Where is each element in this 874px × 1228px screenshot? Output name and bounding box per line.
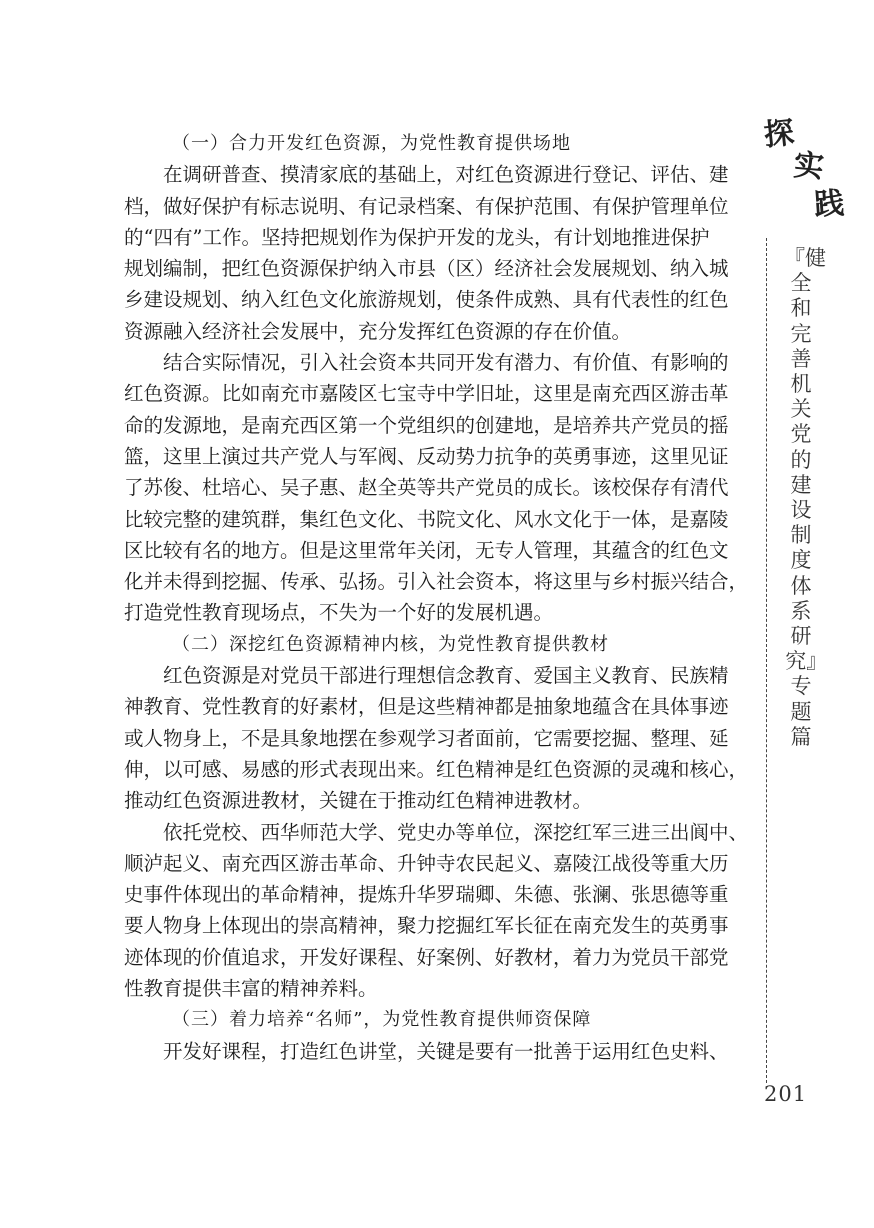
paragraph-line: 依托党校、西华师范大学、党史办等单位，深挖红军三进三出阆中、 [163,820,749,844]
paragraph-line: 档，做好保护有标志说明、有记录档案、有保护范围、有保护管理单位 [124,194,729,218]
page-number: 201 [764,1082,808,1106]
paragraph-line: 伸，以可感、易感的形式表现出来。红色精神是红色资源的灵魂和核心， [124,757,749,781]
section-heading: （一）合力开发红色资源，为党性教育提供场地 [172,133,571,154]
paragraph-line: 在调研普查、摸清家底的基础上，对红色资源进行登记、评估、建 [163,163,729,187]
paragraph-line: 推动红色资源进教材，关键在于推动红色精神进教材。 [124,789,593,813]
paragraph-line: 化并未得到挖掘、传承、弘扬。引入社会资本，将这里与乡村振兴结合， [124,570,749,594]
brand-mark [762,114,852,230]
paragraph-line: 史事件体现出的革命精神，提炼升华罗瑞卿、朱德、张澜、张思德等重 [124,883,729,907]
brand-char: 践 [812,185,846,223]
paragraph-line: 红色资源。比如南充市嘉陵区七宝寺中学旧址，这里是南充西区游击革 [124,382,729,406]
brand-char: 探 [762,115,796,154]
section-heading: （三）着力培养“名师”，为党性教育提供师资保障 [172,1009,592,1031]
paragraph-line: 比较完整的建筑群，集红色文化、书院文化、风水文化于一体，是嘉陵 [124,507,729,531]
paragraph-line: 性教育提供丰富的精神养料。 [124,977,378,1001]
paragraph-line: 顺泸起义、南充西区游击革命、升钟寺农民起义、嘉陵江战役等重大历 [124,851,729,875]
series-title: 『健全和完善机关党的建设制度体系研究』专题篇 [784,246,826,749]
paragraph-line: 命的发源地，是南充西区第一个党组织的创建地，是培养共产党员的摇 [124,413,729,437]
paragraph-line: 了苏俊、杜培心、吴子惠、赵全英等共产党员的成长。该校保存有清代 [124,476,729,500]
paragraph-line: 资源融入经济社会发展中，充分发挥红色资源的存在价值。 [124,319,632,343]
paragraph-line: 打造党性教育现场点，不失为一个好的发展机遇。 [124,601,554,625]
paragraph-line: 神教育、党性教育的好素材，但是这些精神都是抽象地蕴含在具体事迹 [124,695,729,719]
paragraph-line: 开发好课程，打造红色讲堂，关键是要有一批善于运用红色史料、 [163,1039,729,1063]
brand-char: 实 [792,147,826,186]
paragraph-line: 篮，这里上演过共产党人与军阀、反动势力抗争的英勇事迹，这里见证 [124,444,729,468]
paragraph-line: 迹体现的价值追求，开发好课程、好案例、好教材，着力为党员干部党 [124,945,729,969]
paragraph-line: 规划编制，把红色资源保护纳入市县（区）经济社会发展规划、纳入城 [124,257,729,281]
paragraph-line: 区比较有名的地方。但是这里常年关闭，无专人管理，其蕴含的红色文 [124,538,729,562]
paragraph-line: 的“四有”工作。坚持把规划作为保护开发的龙头，有计划地推进保护 [124,225,710,249]
paragraph-line: 乡建设规划、纳入红色文化旅游规划，使条件成熟、具有代表性的红色 [124,288,729,312]
body-text [124,128,752,1067]
paragraph-line: 红色资源是对党员干部进行理想信念教育、爱国主义教育、民族精 [163,664,729,688]
paragraph-line: 结合实际情况，引入社会资本共同开发有潜力、有价值、有影响的 [163,351,729,375]
paragraph-line: 或人物身上，不是具象地摆在参观学习者面前，它需要挖掘、整理、延 [124,726,729,750]
section-heading: （二）深挖红色资源精神内核，为党性教育提供教材 [172,633,609,655]
paragraph-line: 要人物身上体现出的崇高精神，聚力挖掘红军长征在南充发生的英勇事 [124,914,729,938]
margin-separator [766,238,767,1083]
